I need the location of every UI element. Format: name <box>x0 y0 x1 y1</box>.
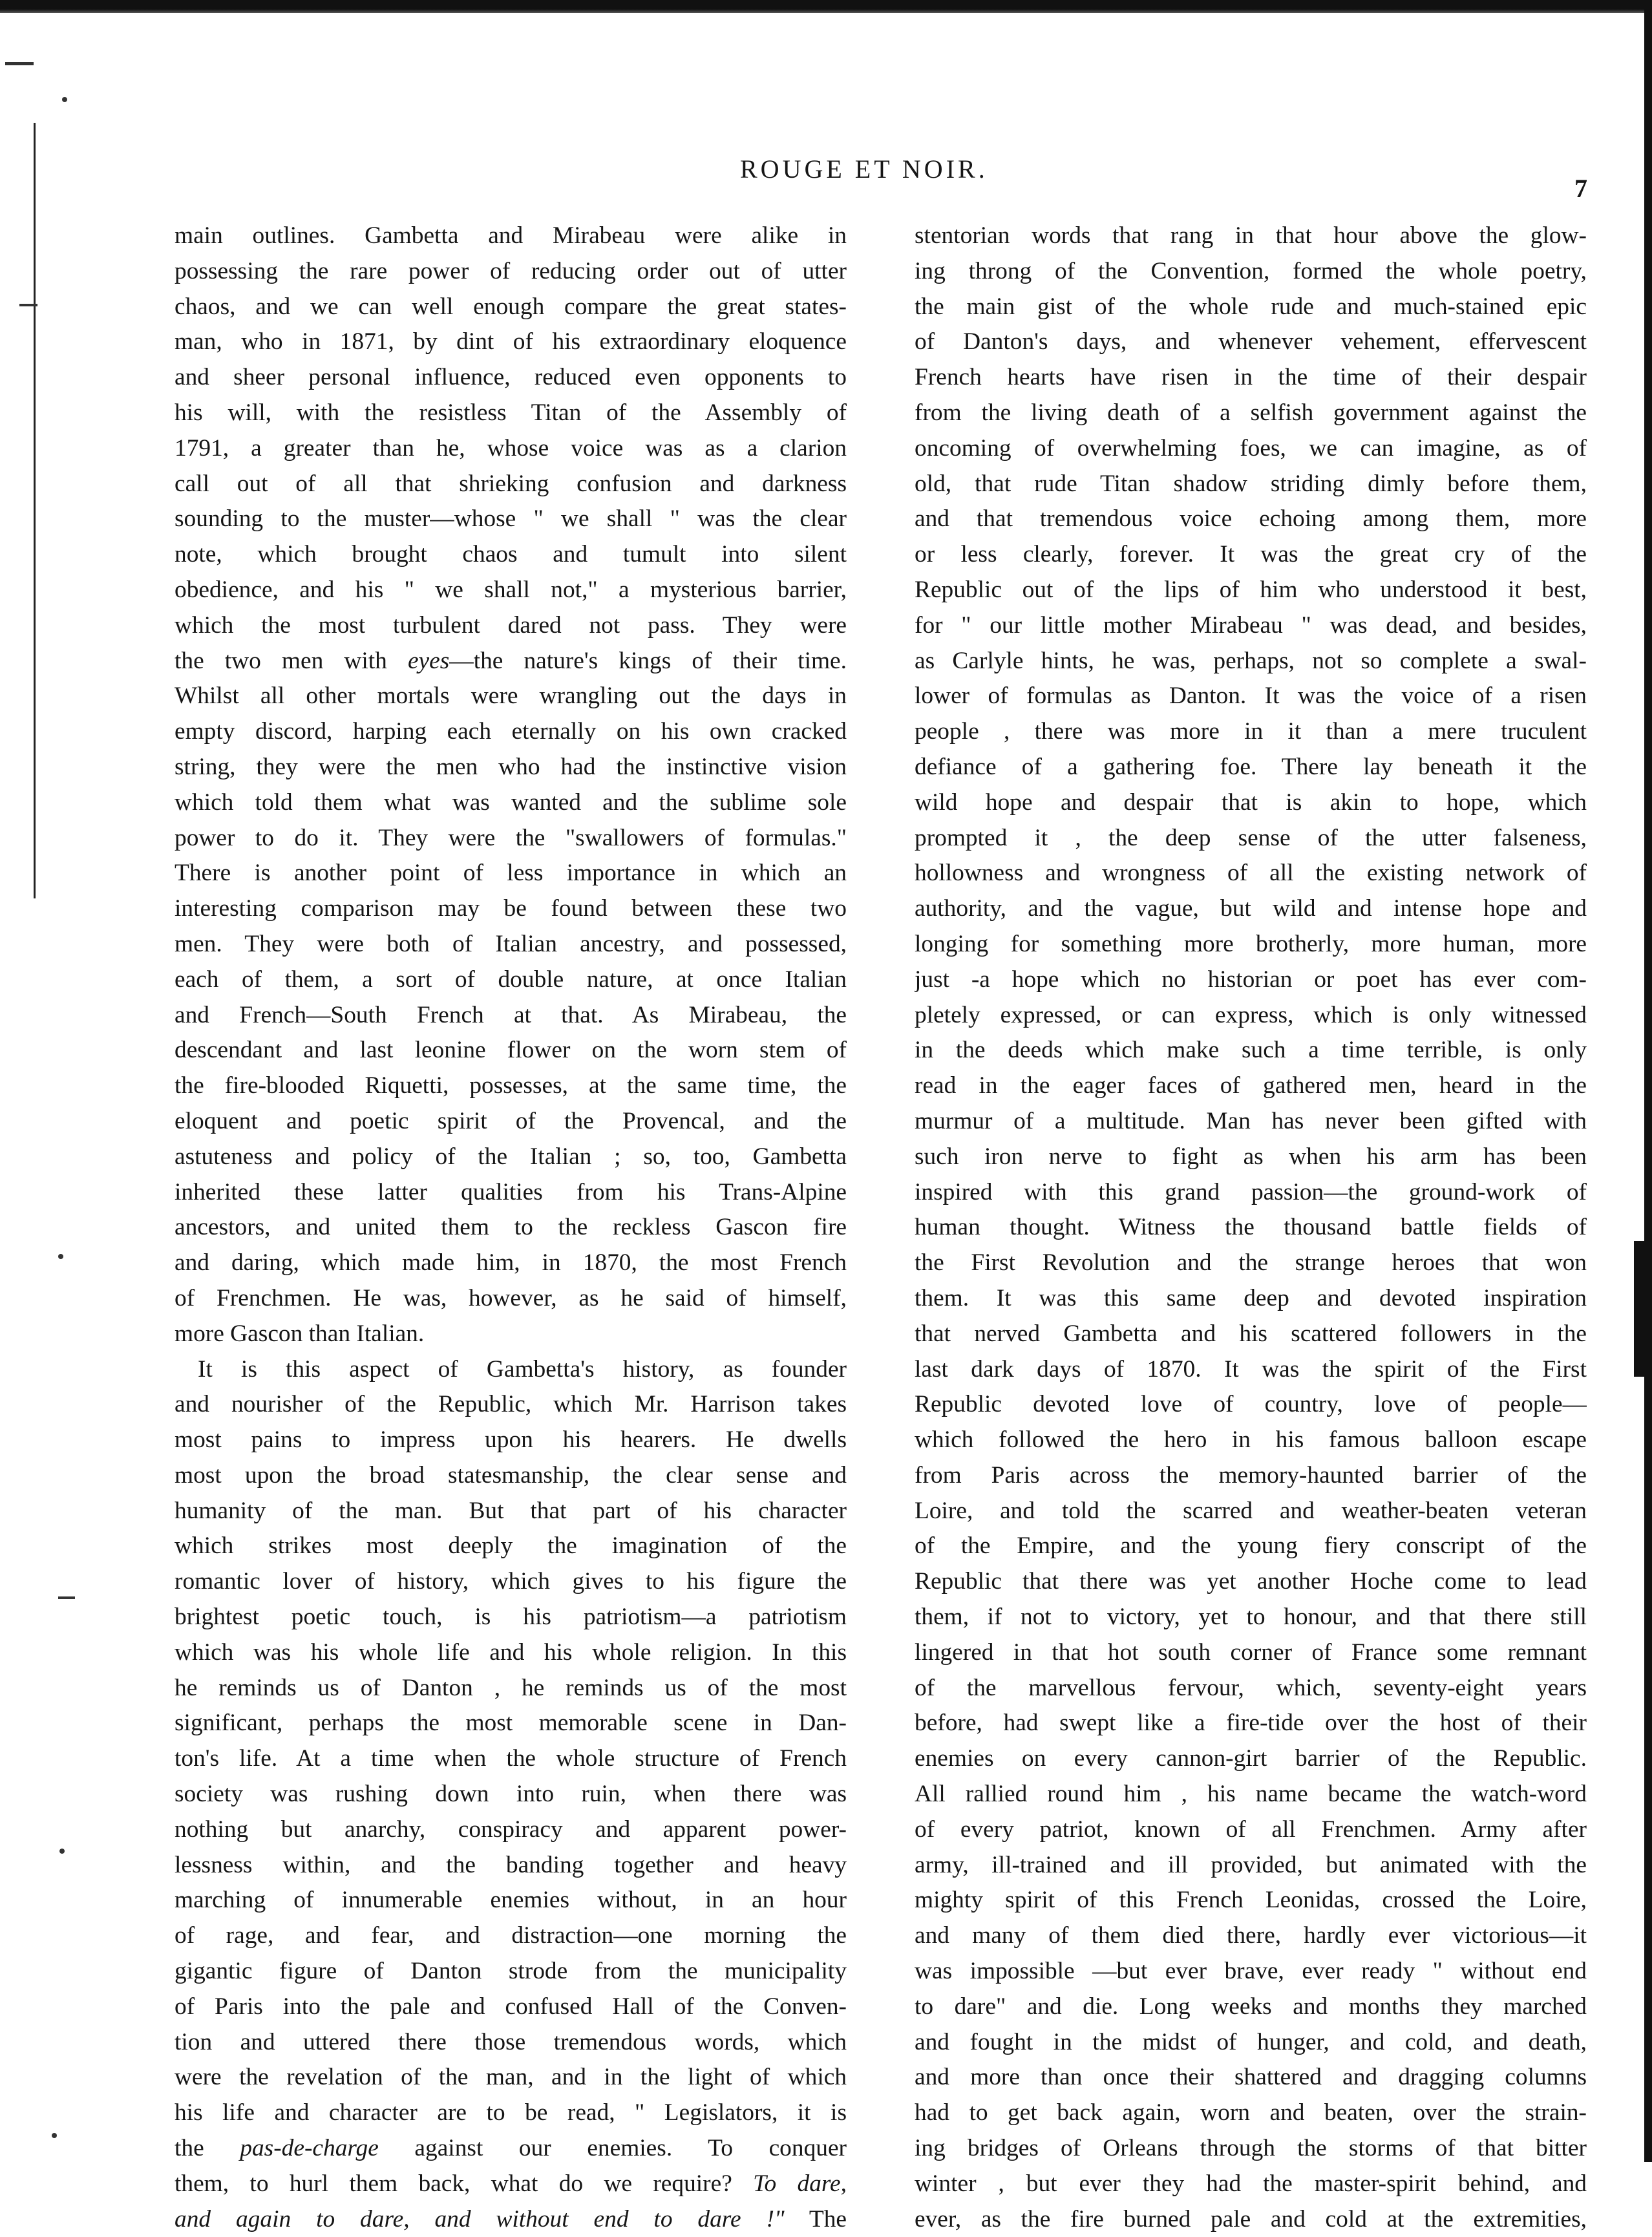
text-line <box>175 537 847 573</box>
text-span: 1791, a greater than he, whose voice was as a clarion <box>175 434 847 461</box>
text-line <box>915 750 1587 785</box>
scan-margin-mark <box>5 62 34 65</box>
text-line <box>175 1706 847 1741</box>
text-line <box>175 2095 847 2131</box>
text-line <box>175 750 847 785</box>
text-line <box>915 1175 1587 1211</box>
text-span: and more than once their shattered and dragging columns <box>915 2064 1587 2091</box>
text-span: old, that rude Titan shadow striding dimly before them, <box>915 470 1587 497</box>
text-span: most pains to impress upon his hearers. He dwells <box>175 1426 847 1454</box>
text-span: Republic that there was yet another Hoche come to lead <box>915 1568 1587 1595</box>
text-span: —the nature's kings of their time. <box>449 647 847 674</box>
text-span: as Carlyle hints, he was, perhaps, not so complete a swal- <box>915 647 1587 674</box>
text-span: the First Revolution and the strange heroes that won <box>915 1249 1587 1277</box>
text-span: main outlines. Gambetta and Mirabeau were alike in <box>175 222 847 249</box>
scan-margin-dot <box>62 97 67 102</box>
text-span: stentorian words that rang in that hour above the glow- <box>915 222 1587 249</box>
text-span: them. It was this same deep and devoted inspiration <box>915 1284 1587 1311</box>
text-line <box>175 1246 847 1281</box>
scan-margin-mark <box>58 1596 75 1599</box>
text-line <box>915 1529 1587 1564</box>
text-span: people , there was more in it than a mere truculent <box>915 718 1587 745</box>
text-span: humanity of the man. But that part of his character <box>175 1497 847 1524</box>
text-span: them, to hurl them back, what do we require? <box>175 2170 754 2197</box>
text-line <box>915 1352 1587 1388</box>
text-span: of the marvellous fervour, which, seventy-eight years <box>915 1674 1587 1701</box>
text-span: which strikes most deeply the imagination of the <box>175 1532 847 1560</box>
text-span: prompted it , the deep sense of the utter falseness, <box>915 824 1587 851</box>
scan-margin-mark <box>19 304 37 306</box>
text-line <box>175 1033 847 1068</box>
text-span: ing throng of the Convention, formed the whole poetry, <box>915 257 1587 284</box>
text-line <box>175 1954 847 1989</box>
text-line <box>915 1068 1587 1104</box>
text-line <box>175 290 847 325</box>
text-line <box>915 856 1587 891</box>
text-line <box>175 1671 847 1706</box>
text-span: of Paris into the pale and confused Hall of the Conven- <box>175 1993 847 2020</box>
text-span: of the Empire, and the young fiery conscript of the <box>915 1532 1587 1560</box>
text-line <box>915 1564 1587 1600</box>
text-span: army, ill-trained and ill provided, but animated with the <box>915 1851 1587 1878</box>
text-span: ancestors, and united them to the reckless Gascon fire <box>175 1214 847 1241</box>
text-span: which followed the hero in his famous balloon escape <box>915 1426 1587 1454</box>
text-span: read in the eager faces of gathered men, heard in the <box>915 1072 1587 1099</box>
text-line <box>175 821 847 856</box>
text-line <box>915 785 1587 821</box>
text-line <box>175 1848 847 1883</box>
text-line <box>915 537 1587 573</box>
text-span: Republic out of the lips of him who understood it best, <box>915 576 1587 603</box>
text-line <box>915 1741 1587 1777</box>
text-line <box>175 1777 847 1812</box>
text-line <box>175 644 847 679</box>
text-span: which told them what was wanted and the sublime sole <box>175 789 847 816</box>
text-line <box>915 1458 1587 1494</box>
text-span: his will, with the resistless Titan of the Assembly of <box>175 399 847 426</box>
text-line <box>175 1352 847 1388</box>
text-line <box>915 927 1587 962</box>
text-span: the fire-blooded Riquetti, possesses, at the same time, the <box>175 1072 847 1099</box>
text-line <box>915 644 1587 679</box>
text-line <box>915 1989 1587 2025</box>
text-line <box>175 1494 847 1529</box>
text-span: The <box>784 2205 847 2232</box>
text-span: empty discord, harping each eternally on his own cracked <box>175 718 847 745</box>
text-span: French hearts have risen in the time of their despair <box>915 364 1587 391</box>
text-line <box>175 785 847 821</box>
page-number: 7 <box>1574 174 1587 203</box>
text-line <box>175 396 847 431</box>
text-span: note, which brought chaos and tumult into silent <box>175 541 847 568</box>
italic-span: To dare, <box>753 2170 847 2197</box>
text-line <box>175 467 847 502</box>
text-span: men. They were both of Italian ancestry, and possessed, <box>175 930 847 957</box>
text-line <box>175 1812 847 1848</box>
scan-margin-dot <box>58 1254 63 1259</box>
text-line <box>175 2202 847 2237</box>
text-span: It is this aspect of Gambetta's history, as founder <box>198 1355 847 1383</box>
text-span: such iron nerve to fight as when his arm has been <box>915 1143 1587 1170</box>
text-line <box>175 502 847 537</box>
text-span: the two men with <box>175 647 408 674</box>
text-span: and French—South French at that. As Mirabeau, the <box>175 1001 847 1028</box>
text-line <box>915 1281 1587 1317</box>
text-span: ever, as the fire burned pale and cold at the extremities, <box>915 2205 1587 2232</box>
text-span: power to do it. They were the "swallowers of formulas." <box>175 824 847 851</box>
text-span: gigantic figure of Danton strode from the municipality <box>175 1958 847 1985</box>
text-line <box>915 2060 1587 2095</box>
text-span: had to get back again, worn and beaten, over the strain- <box>915 2099 1587 2126</box>
text-line <box>915 502 1587 537</box>
text-line <box>915 290 1587 325</box>
text-span: marching of innumerable enemies without, in an hour <box>175 1887 847 1914</box>
text-span: human thought. Witness the thousand battle fields of <box>915 1214 1587 1241</box>
text-span: lessness within, and the banding together and heavy <box>175 1851 847 1878</box>
text-span: obedience, and his " we shall not," a mysterious barrier, <box>175 576 847 603</box>
text-line <box>175 254 847 290</box>
text-span: and daring, which made him, in 1870, the most French <box>175 1249 847 1277</box>
text-span: There is another point of less importance in which an <box>175 860 847 887</box>
text-span: defiance of a gathering foe. There lay beneath it the <box>915 753 1587 780</box>
text-line <box>175 1140 847 1175</box>
text-line <box>915 1423 1587 1458</box>
text-span: them, if not to victory, yet to honour, and that there still <box>915 1604 1587 1631</box>
text-span: and that tremendous voice echoing among them, more <box>915 505 1587 533</box>
text-line <box>175 1210 847 1246</box>
text-span: and many of them died there, hardly ever victorious—it <box>915 1922 1587 1949</box>
text-line <box>915 1671 1587 1706</box>
text-line <box>915 1706 1587 1741</box>
text-line <box>175 1883 847 1918</box>
text-line <box>175 1281 847 1317</box>
text-span: ing bridges of Orleans through the storms of that bitter <box>915 2135 1587 2162</box>
text-span: Republic devoted love of country, love of people— <box>915 1391 1587 1418</box>
italic-span: and again to dare, and without end to dare !" <box>175 2205 785 2232</box>
text-span: and nourisher of the Republic, which Mr. Harrison takes <box>175 1391 847 1418</box>
text-span: for " our little mother Mirabeau " was dead, and besides, <box>915 611 1587 639</box>
text-line <box>175 573 847 608</box>
text-span: interesting comparison may be found between these two <box>175 895 847 922</box>
text-line <box>915 1848 1587 1883</box>
text-line <box>175 1423 847 1458</box>
text-line <box>915 1210 1587 1246</box>
text-line <box>175 891 847 927</box>
text-span: All rallied round him , his name became the watch-word <box>915 1781 1587 1808</box>
text-span: hollowness and wrongness of all the existing network of <box>915 860 1587 887</box>
text-span: chaos, and we can well enough compare the great states- <box>175 293 847 320</box>
text-line <box>175 998 847 1034</box>
text-span: which was his whole life and his whole religion. In this <box>175 1638 847 1666</box>
text-line <box>915 1777 1587 1812</box>
text-line <box>915 2095 1587 2131</box>
text-span: ton's life. At a time when the whole structure of French <box>175 1745 847 1772</box>
text-line <box>175 856 847 891</box>
text-line <box>915 1317 1587 1352</box>
text-line <box>175 1635 847 1671</box>
text-span: astuteness and policy of the Italian ; so, too, Gambetta <box>175 1143 847 1170</box>
text-line <box>175 1741 847 1777</box>
text-span: enemies on every cannon-girt barrier of the Republic. <box>915 1745 1587 1772</box>
text-span: inspired with this grand passion—the ground-work of <box>915 1178 1587 1205</box>
text-line <box>175 1989 847 2025</box>
text-line <box>915 1812 1587 1848</box>
text-line <box>175 608 847 644</box>
text-line <box>175 1529 847 1564</box>
text-line <box>175 714 847 750</box>
text-span: to dare" and die. Long weeks and months they marched <box>915 1993 1587 2020</box>
text-span: oncoming of overwhelming foes, we can imagine, as of <box>915 434 1587 461</box>
text-span: of every patriot, known of all Frenchmen. Army after <box>915 1816 1587 1843</box>
text-span: the main gist of the whole rude and much-stained epic <box>915 293 1587 320</box>
text-span: mighty spirit of this French Leonidas, crossed the Loire, <box>915 1887 1587 1914</box>
text-span: he reminds us of Danton , he reminds us of the most <box>175 1674 847 1701</box>
scan-right-notch <box>1634 1241 1652 1377</box>
text-line <box>915 2202 1587 2237</box>
text-line <box>915 2167 1587 2202</box>
text-line <box>175 1104 847 1140</box>
text-line <box>915 218 1587 254</box>
text-span: lingered in that hot south corner of France some remnant <box>915 1638 1587 1666</box>
text-line <box>175 324 847 360</box>
text-span: was impossible —but ever brave, ever ready " without end <box>915 1958 1587 1985</box>
text-line <box>915 467 1587 502</box>
text-line <box>915 1387 1587 1423</box>
text-span: of Frenchmen. He was, however, as he said of himself, <box>175 1284 847 1311</box>
text-line <box>915 396 1587 431</box>
text-line <box>915 254 1587 290</box>
text-span: before, had swept like a fire-tide over the host of their <box>915 1710 1587 1737</box>
text-line <box>915 1104 1587 1140</box>
text-line <box>915 360 1587 396</box>
scan-margin-dot <box>59 1849 65 1854</box>
text-span: string, they were the men who had the instinctive vision <box>175 753 847 780</box>
text-span: the <box>175 2135 240 2162</box>
text-span: or less clearly, forever. It was the great cry of the <box>915 541 1587 568</box>
scan-right-edge <box>1644 0 1652 2162</box>
text-line <box>175 927 847 962</box>
text-span: just -a hope which no historian or poet has ever com- <box>915 966 1587 993</box>
text-line <box>175 2131 847 2167</box>
text-line <box>175 2167 847 2202</box>
text-line <box>175 1918 847 1954</box>
italic-span: pas-de-charge <box>240 2135 379 2162</box>
text-span: nothing but anarchy, conspiracy and apparent power- <box>175 1816 847 1843</box>
text-span: most upon the broad statesmanship, the clear sense and <box>175 1461 847 1489</box>
text-line <box>175 1564 847 1600</box>
text-span: which the most turbulent dared not pass. They were <box>175 611 847 639</box>
right-column <box>915 218 1587 2232</box>
text-line <box>915 821 1587 856</box>
text-span: romantic lover of history, which gives to his figure the <box>175 1568 847 1595</box>
text-line <box>915 1033 1587 1068</box>
text-span: Loire, and told the scarred and weather-beaten veteran <box>915 1497 1587 1524</box>
left-column <box>175 218 847 2232</box>
text-line <box>175 2025 847 2061</box>
text-line <box>915 1600 1587 1635</box>
text-line <box>175 2060 847 2095</box>
text-line <box>915 714 1587 750</box>
text-line <box>915 324 1587 360</box>
text-line <box>175 360 847 396</box>
text-span: of rage, and fear, and distraction—one morning the <box>175 1922 847 1949</box>
text-span: Whilst all other mortals were wrangling out the days in <box>175 683 847 710</box>
text-span: last dark days of 1870. It was the spirit of the First <box>915 1355 1587 1383</box>
text-span: and sheer personal influence, reduced even opponents to <box>175 364 847 391</box>
text-span: were the revelation of the man, and in the light of which <box>175 2064 847 2091</box>
text-line <box>175 962 847 998</box>
text-span: pletely expressed, or can express, which is only witnessed <box>915 1001 1587 1028</box>
text-line <box>175 218 847 254</box>
text-span: society was rushing down into ruin, when there was <box>175 1781 847 1808</box>
text-span: possessing the rare power of reducing order out of utter <box>175 257 847 284</box>
text-line <box>175 679 847 714</box>
text-span: more Gascon than Italian. <box>175 1320 425 1347</box>
scan-margin-dot <box>52 2133 57 2138</box>
text-span: murmur of a multitude. Man has never been gifted with <box>915 1107 1587 1134</box>
text-line <box>915 998 1587 1034</box>
text-span: call out of all that shrieking confusion and darkness <box>175 470 847 497</box>
text-span: descendant and last leonine flower on the worn stem of <box>175 1037 847 1064</box>
text-line <box>915 2131 1587 2167</box>
scan-top-edge <box>0 0 1652 13</box>
text-span: inherited these latter qualities from his Trans-Alpine <box>175 1178 847 1205</box>
text-span: against our enemies. To conquer <box>378 2135 847 2162</box>
text-line <box>915 679 1587 714</box>
text-line <box>915 2025 1587 2061</box>
text-span: his life and character are to be read, " Legislators, it is <box>175 2099 847 2126</box>
text-line <box>175 1458 847 1494</box>
text-span: wild hope and despair that is akin to hope, which <box>915 789 1587 816</box>
text-line <box>915 1246 1587 1281</box>
text-line <box>915 1954 1587 1989</box>
text-line <box>915 891 1587 927</box>
text-line <box>915 431 1587 467</box>
text-span: from the living death of a selfish government against the <box>915 399 1587 426</box>
text-span: that nerved Gambetta and his scattered followers in the <box>915 1320 1587 1347</box>
text-line <box>915 1494 1587 1529</box>
text-line <box>915 1140 1587 1175</box>
text-line <box>175 1175 847 1211</box>
running-title: ROUGE ET NOIR. <box>740 154 988 184</box>
text-span: man, who in 1871, by dint of his extraordinary eloquence <box>175 328 847 355</box>
text-span: lower of formulas as Danton. It was the voice of a risen <box>915 683 1587 710</box>
text-line <box>915 1918 1587 1954</box>
scan-margin-rule <box>34 123 36 898</box>
text-span: from Paris across the memory-haunted barrier of the <box>915 1461 1587 1489</box>
text-line <box>915 1883 1587 1918</box>
text-span: of Danton's days, and whenever vehement, effervescent <box>915 328 1587 355</box>
text-span: longing for something more brotherly, more human, more <box>915 930 1587 957</box>
text-span: each of them, a sort of double nature, at once Italian <box>175 966 847 993</box>
text-line <box>175 1600 847 1635</box>
text-span: winter , but ever they had the master-spirit behind, and <box>915 2170 1587 2197</box>
text-line <box>175 1068 847 1104</box>
text-span: sounding to the muster—whose " we shall " was the clear <box>175 505 847 533</box>
text-line <box>915 573 1587 608</box>
text-line <box>915 1635 1587 1671</box>
text-span: tion and uttered there those tremendous words, which <box>175 2028 847 2055</box>
text-line <box>175 431 847 467</box>
text-span: significant, perhaps the most memorable scene in Dan- <box>175 1710 847 1737</box>
text-line <box>175 1317 847 1352</box>
text-line <box>175 1387 847 1423</box>
text-span: authority, and the vague, but wild and intense hope and <box>915 895 1587 922</box>
text-span: eloquent and poetic spirit of the Provencal, and the <box>175 1107 847 1134</box>
text-line <box>915 608 1587 644</box>
text-span: in the deeds which make such a time terrible, is only <box>915 1037 1587 1064</box>
text-span: brightest poetic touch, is his patriotism—a patriotism <box>175 1604 847 1631</box>
text-span: and fought in the midst of hunger, and cold, and death, <box>915 2028 1587 2055</box>
page-header <box>0 154 1652 203</box>
text-line <box>915 962 1587 998</box>
italic-span: eyes <box>407 647 450 674</box>
